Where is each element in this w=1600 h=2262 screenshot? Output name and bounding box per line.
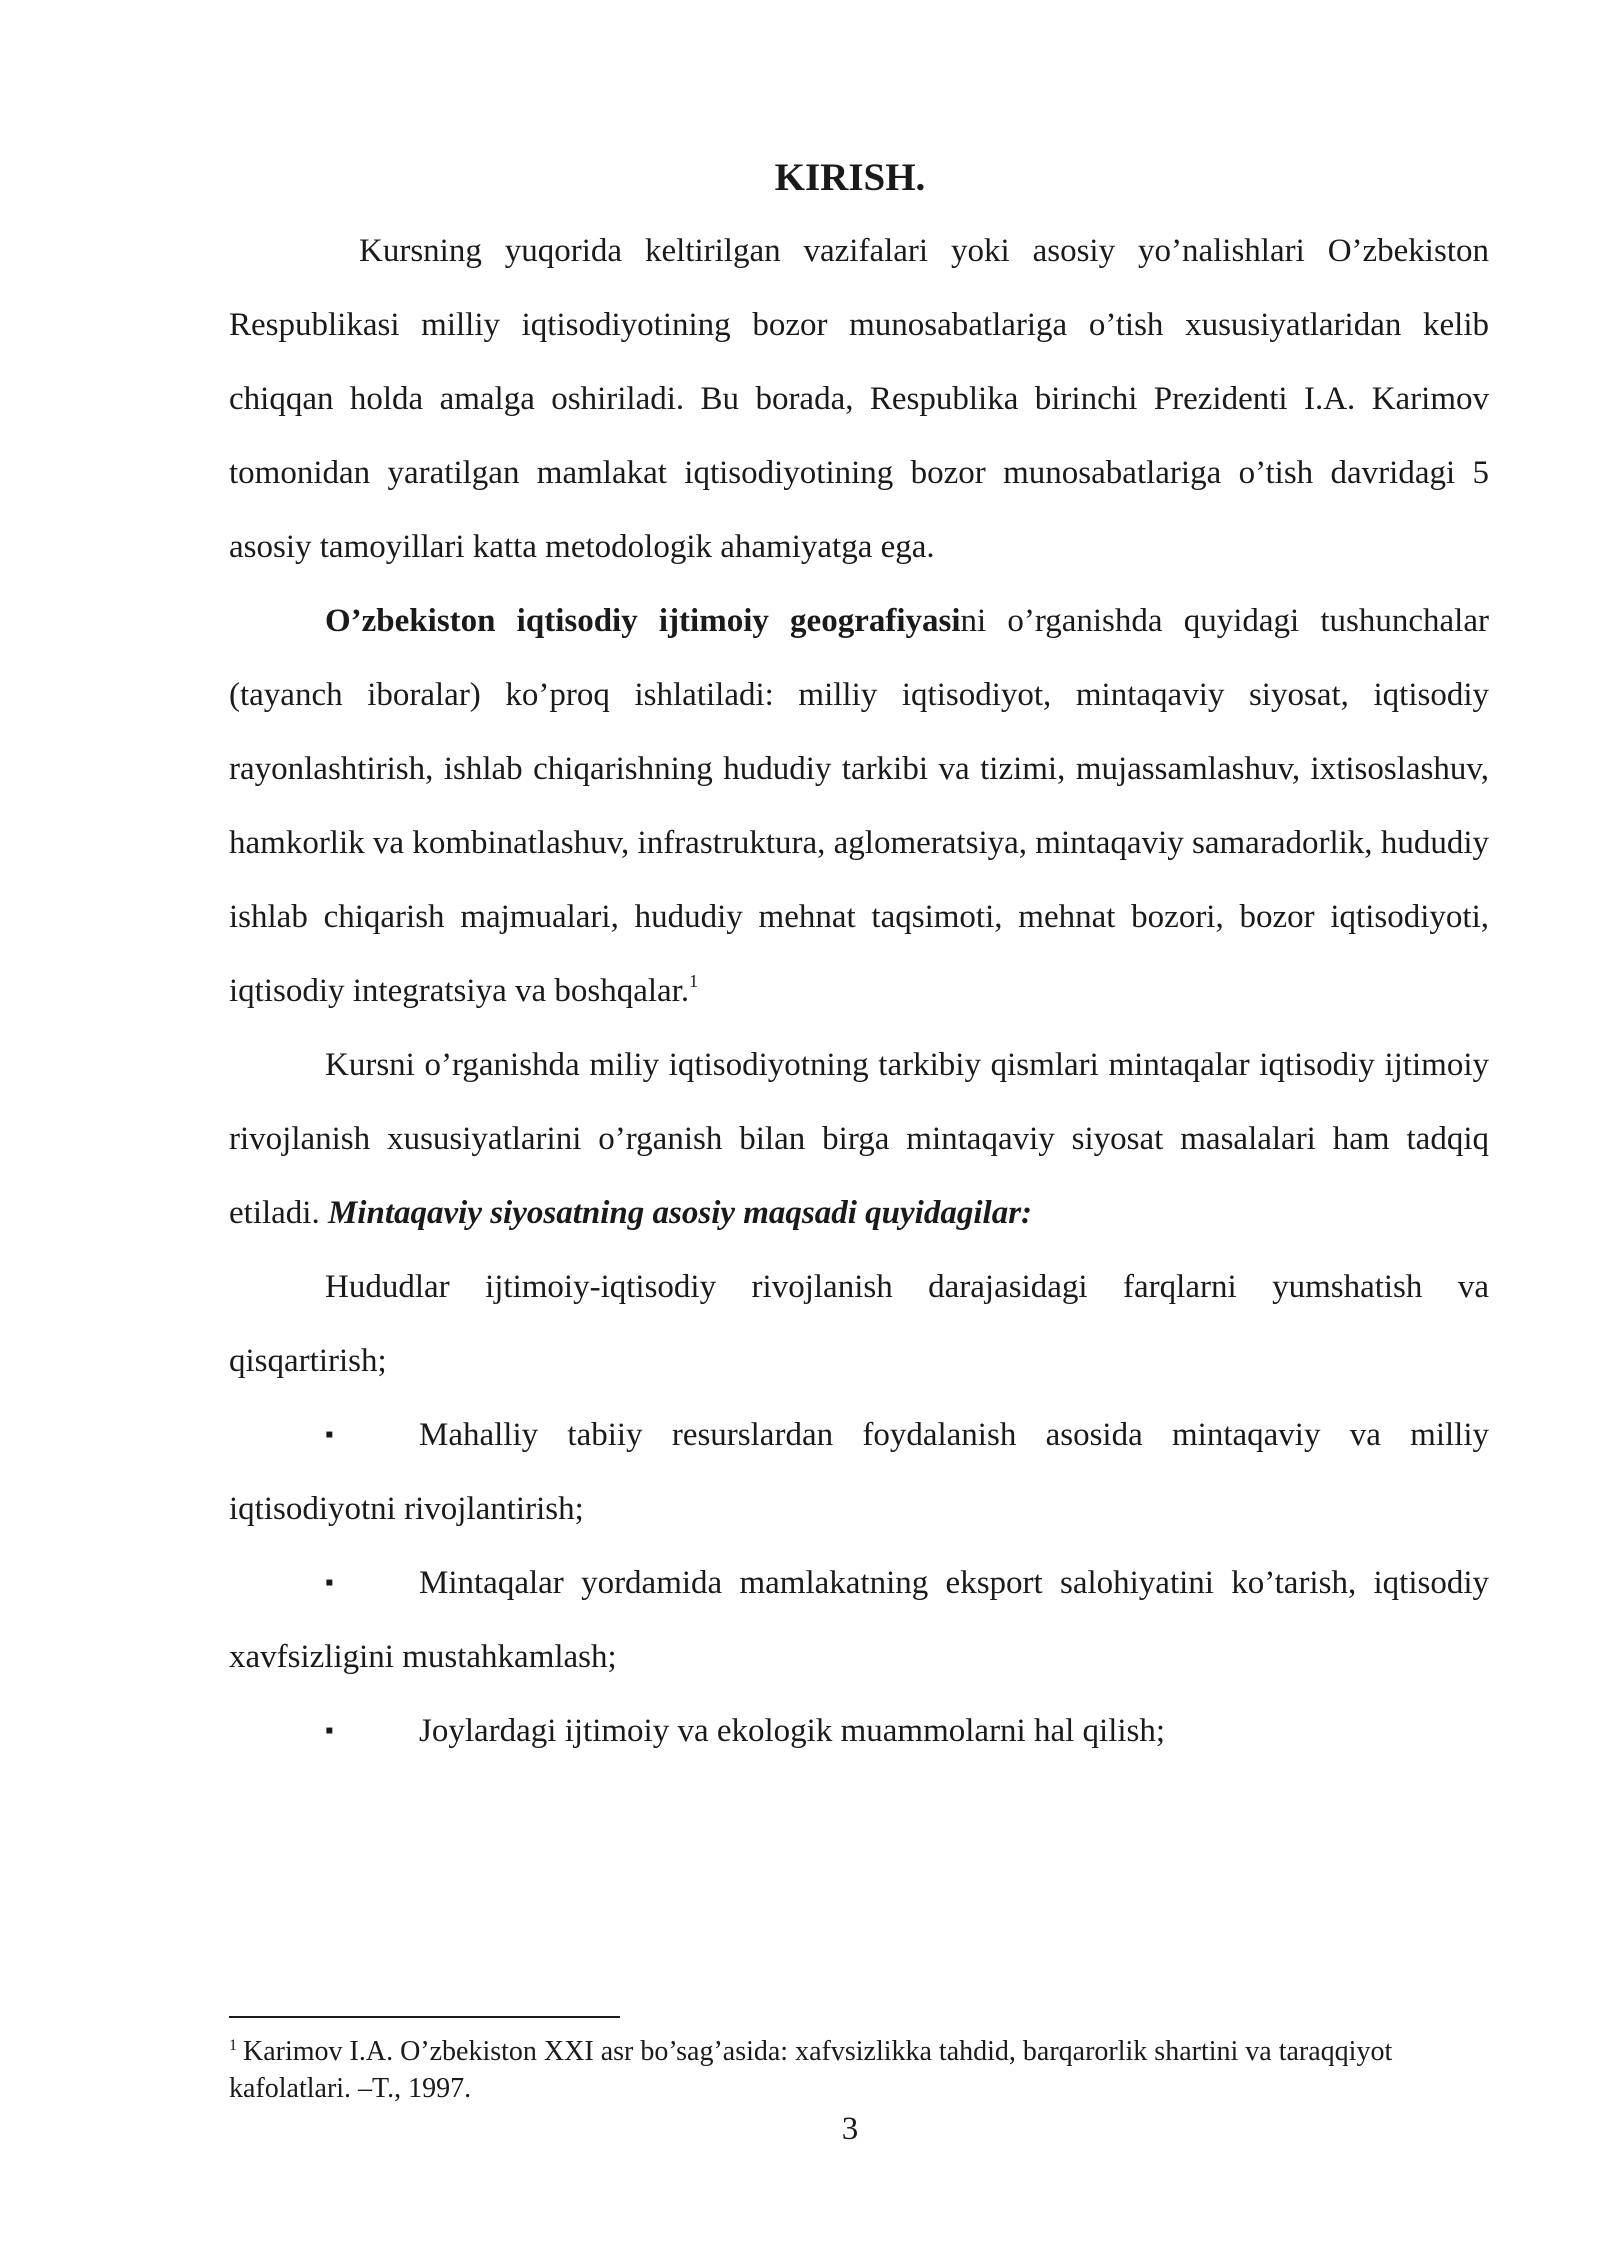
bullet-icon: ▪ bbox=[325, 1422, 334, 1448]
page-title: KIRISH. bbox=[774, 156, 926, 199]
list-item-text: Mintaqalar yordamida mamlakatning eksport salohiyatini ko’tarish, iqtisodiy xavfsizligini mustahkamlash; bbox=[229, 1565, 1489, 1675]
list-item-text: Mahalliy tabiiy resurslardan foydalanish asosida mintaqaviy va milliy iqtisodiyotni rivojlantirish; bbox=[229, 1417, 1489, 1527]
bold-term: O’zbekiston iqtisodiy ijtimoiy geografiyasi bbox=[325, 603, 961, 639]
list-item-text: Joylardagi ijtimoiy va ekologik muammolarni hal qilish; bbox=[419, 1713, 1166, 1749]
footnote-mark: 1 bbox=[229, 2037, 237, 2054]
bullet-icon: ▪ bbox=[325, 1570, 334, 1596]
paragraph-concepts bbox=[229, 584, 1489, 1028]
footnote-reference[interactable]: 1 bbox=[689, 971, 699, 991]
paragraph-regional-policy-text: Kursni o’rganishda miliy iqtisodiyotning tarkibiy qismlari mintaqalar iqtisodiy ijtimoiy rivojlanish xususiyatlarini o’rganish bilan birga mintaqaviy siyosat masalalari ham tadqiq etiladi. bbox=[229, 1047, 1489, 1231]
bullet-icon: ▪ bbox=[325, 1718, 334, 1744]
paragraph-intro: Kursning yuqorida keltirilgan vazifalari yoki asosiy yo’nalishlari O’zbekiston Respublikasi milliy iqtisodiyotining bozor munosabatlariga o’tish xususiyatlaridan kelib chiqqan holda amalga oshiriladi. Bu borada, Respublika birinchi Prezidenti I.A. Karimov tomonidan yaratilgan mamlakat iqtisodiyotining bozor munosabatlariga o’tish davridagi 5 asosiy tamoyillari katta metodologik ahamiyatga ega. bbox=[229, 233, 1489, 565]
document-body bbox=[229, 214, 1489, 1768]
footnote bbox=[229, 2033, 1489, 2107]
footnote-divider bbox=[229, 2016, 620, 2018]
paragraph-regional-policy bbox=[229, 1028, 1489, 1250]
list-item bbox=[229, 1694, 1489, 1768]
page-number: 3 bbox=[841, 2111, 859, 2147]
bold-italic-heading: Mintaqaviy siyosatning asosiy maqsadi quyidagilar: bbox=[327, 1195, 1033, 1231]
paragraph-concepts-text: ni o’rganishda quyidagi tushunchalar (tayanch iboralar) ko’proq ishlatiladi: milliy iqtisodiyot, mintaqaviy siyosat, iqtisodiy rayonlashtirish, ishlab chiqarishning hududiy tarkibi va tizimi, mujassamlashuv, ixtisoslashuv, hamkorlik va kombinatlashuv, infrastruktura, aglomeratsiya, mintaqaviy samaradorlik, hududiy ishlab chiqarish majmualari, hududiy mehnat taqsimoti, mehnat bozori, bozor iqtisodiyoti, iqtisodiy integratsiya va boshqalar. bbox=[229, 603, 1489, 1009]
list-item bbox=[229, 1546, 1489, 1694]
footnote-text: Karimov I.A. O’zbekiston XXI asr bo’sag’asida: xafvsizlikka tahdid, barqarorlik shartini va taraqqiyot kafolatlari. –T., 1997. bbox=[229, 2036, 1393, 2104]
list-item bbox=[229, 1398, 1489, 1546]
paragraph-goal-1: Hududlar ijtimoiy-iqtisodiy rivojlanish darajasidagi farqlarni yumshatish va qisqartirish; bbox=[229, 1269, 1489, 1379]
